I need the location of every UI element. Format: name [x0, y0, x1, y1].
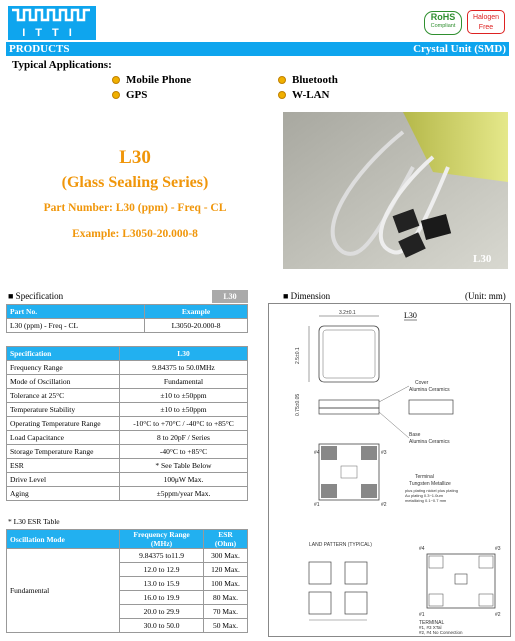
table-row: L30 (ppm) - Freq - CL L3050-20.000-8: [7, 319, 248, 333]
pin-label: #2: [495, 612, 501, 618]
app-item: GPS: [112, 89, 147, 101]
dim-thickness: 0.75±0.05: [295, 393, 301, 416]
example-number: Example: L3050-20.000-8: [72, 228, 198, 240]
product-photo: [283, 112, 508, 269]
spec-table: [6, 346, 248, 501]
bullet-icon: [278, 76, 286, 84]
terminal-material: Tungsten Metallize: [409, 481, 451, 487]
halogen-line1: Halogen: [472, 14, 500, 21]
cover-label: Cover: [415, 380, 429, 386]
photo-label: L30: [473, 253, 492, 265]
app-item: Mobile Phone: [112, 74, 191, 86]
pin-label: #4: [419, 546, 425, 552]
terminal-label: Terminal: [415, 474, 434, 480]
example-header: Example: [145, 305, 248, 319]
table-row: ESR * See Table Below: [7, 459, 248, 473]
pin-label: #3: [495, 546, 501, 552]
part-table: [6, 304, 248, 333]
category-bar: [6, 42, 509, 56]
table-row: 30.0 to 50.0 50 Max.: [7, 619, 248, 633]
app-item: Bluetooth: [278, 74, 338, 86]
base-material: Alumina Ceramics: [409, 439, 450, 445]
land-pattern-label: LAND PATTERN (TYPICAL): [309, 542, 372, 548]
spec-heading: ■ Specification: [8, 291, 64, 301]
table-row: Mode of Oscillation Fundamental: [7, 375, 248, 389]
dimension-heading: ■ Dimension: [283, 291, 331, 301]
esr-table: [6, 529, 248, 633]
rohs-badge: [424, 11, 462, 35]
table-row: Frequency Range 9.84375 to 50.0MHz: [7, 361, 248, 375]
pin-label: #3: [381, 450, 387, 456]
itti-logo: [8, 6, 96, 40]
table-row: 12.0 to 12.9 120 Max.: [7, 563, 248, 577]
bullet-icon: [112, 91, 120, 99]
terminal-nc-note: #2, #4 No Connection: [419, 630, 463, 635]
pin-label: #1: [314, 502, 320, 508]
base-label: Base: [409, 432, 421, 438]
part-header: Part No.: [7, 305, 145, 319]
terminal-note: plus plating nickel plus plating: [405, 488, 458, 493]
applications-heading: Typical Applications:: [12, 59, 112, 71]
mode-cell: Fundamental: [7, 549, 120, 633]
bullet-icon: [278, 91, 286, 99]
unit-label: (Unit: mm): [465, 291, 506, 301]
model-header: L30: [120, 347, 248, 361]
esr-header: ESR (Ohm): [204, 530, 248, 549]
rohs-title: RoHS: [430, 12, 456, 22]
products-label: PRODUCTS: [9, 43, 70, 55]
table-row: Load Capacitance 8 to 20pF / Series: [7, 431, 248, 445]
dimension-model: L30: [404, 311, 417, 320]
freq-header: Frequency Range (MHz): [120, 530, 204, 549]
dim-width: 3.2±0.1: [339, 310, 356, 316]
model-title: L30: [119, 147, 151, 168]
part-number: Part Number: L30 (ppm) - Freq - CL: [43, 202, 227, 214]
logo-text: ITTI: [22, 27, 82, 39]
mode-header: Oscillation Mode: [7, 530, 120, 549]
table-row: Tolerance at 25°C ±10 to ±50ppm: [7, 389, 248, 403]
halogen-line2: Free: [478, 24, 494, 31]
rohs-subtitle: Compliant: [430, 23, 456, 29]
bullet-icon: [112, 76, 120, 84]
dim-height: 2.5±0.1: [295, 347, 301, 364]
category-label: Crystal Unit (SMD): [413, 43, 506, 55]
table-row: Operating Temperature Range -10°C to +70°C / -40°C to +85°C: [7, 417, 248, 431]
spec-header: Specification: [7, 347, 120, 361]
table-row: 16.0 to 19.9 80 Max.: [7, 591, 248, 605]
table-row: Aging ±5ppm/year Max.: [7, 487, 248, 501]
series-title: (Glass Sealing Series): [61, 174, 209, 191]
pin-label: #4: [314, 450, 320, 456]
table-row: 20.0 to 29.9 70 Max.: [7, 605, 248, 619]
table-row: Storage Temperature Range -40°C to +85°C: [7, 445, 248, 459]
table-row: 13.0 to 15.9 100 Max.: [7, 577, 248, 591]
terminal-note: Au plating 0.3~1.0um: [405, 493, 443, 498]
cover-material: Alumina Ceramics: [409, 387, 450, 393]
halogen-free-badge: [467, 10, 505, 34]
pin-label: #1: [419, 612, 425, 618]
spec-tag: L30: [212, 290, 248, 303]
terminal-xtal-note: #1, #3 XTal: [419, 625, 442, 630]
pin-label: #2: [381, 502, 387, 508]
table-row: Temperature Stability ±10 to ±50ppm: [7, 403, 248, 417]
terminal-title: TERMINAL: [419, 620, 445, 626]
esr-heading: * L30 ESR Table: [8, 517, 60, 526]
dimension-drawing: [268, 303, 511, 637]
app-item: W-LAN: [278, 89, 329, 101]
terminal-note: metallizing 0.1~0.7 mm: [405, 498, 447, 503]
table-row: Drive Level 100μW Max.: [7, 473, 248, 487]
table-row: Fundamental 9.84375 to11.9 300 Max.: [7, 549, 248, 563]
